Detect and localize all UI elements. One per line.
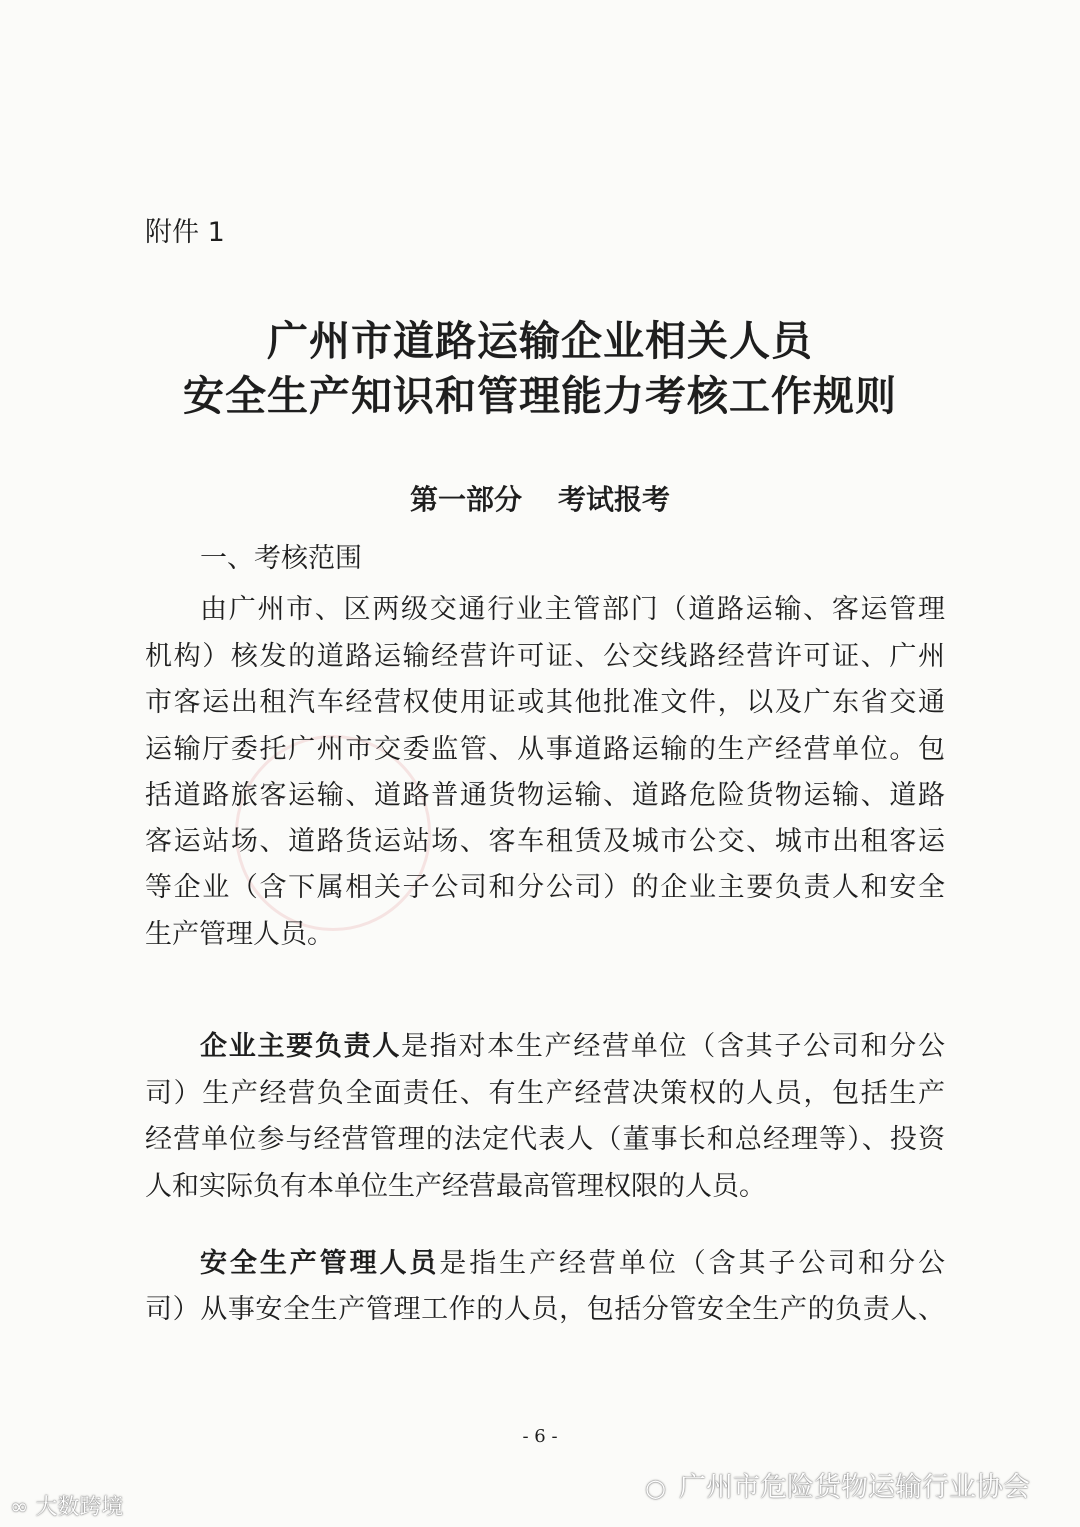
text-line: 生产管理人员。 <box>145 919 334 950</box>
text-line: 司）从事安全生产管理工作的人员，包括分管安全生产的负责人、 <box>145 1294 945 1325</box>
text-line: 客运站场、道路货运站场、客车租赁及城市公交、城市出租客运 <box>145 826 945 857</box>
text-line <box>200 1029 945 1065</box>
bold-term: 安全生产管理人员 <box>200 1248 440 1279</box>
document-title-line-2: 安全生产知识和管理能力考核工作规则 <box>183 372 897 420</box>
wechat-icon: ○ <box>645 1474 666 1502</box>
part-name: 第一部分 <box>409 483 522 516</box>
watermark-text: 大数跨境 <box>35 1495 124 1520</box>
text-line: 市客运出租汽车经营权使用证或其他批准文件，以及广东省交通 <box>145 687 945 718</box>
bold-term: 企业主要负责人 <box>200 1031 402 1062</box>
page-number: - 6 - <box>522 1426 558 1447</box>
attachment-label: 附件 1 <box>145 217 225 248</box>
text-span: 是指生产经营单位（含其子公司和分公 <box>439 1248 946 1279</box>
text-line: 括道路旅客运输、道路普通货物运输、道路危险货物运输、道路 <box>145 780 945 811</box>
text-line: 经营单位参与经营管理的法定代表人（董事长和总经理等）、投资 <box>145 1124 945 1155</box>
site-watermark <box>10 1490 123 1521</box>
text-line: 等企业（含下属相关子公司和分公司）的企业主要负责人和安全 <box>145 872 945 903</box>
part-heading <box>0 478 1080 518</box>
wechat-watermark <box>645 1465 1030 1504</box>
watermark-text: 广州市危险货物运输行业协会 <box>679 1472 1030 1503</box>
text-span: 是指对本生产经营单位（含其子公司和分公 <box>401 1031 946 1062</box>
text-line: 机构）核发的道路运输经营许可证、公交线路经营许可证、广州 <box>145 641 945 672</box>
text-line: 由广州市、区两级交通行业主管部门（道路运输、客运管理 <box>200 594 945 625</box>
document-title-line-1: 广州市道路运输企业相关人员 <box>267 317 813 365</box>
text-line: 司）生产经营负全面责任、有生产经营决策权的人员，包括生产 <box>145 1078 945 1109</box>
part-topic: 考试报考 <box>558 483 671 516</box>
logo-icon: ∞ <box>10 1495 36 1520</box>
section-heading: 一、考核范围 <box>200 543 362 574</box>
text-line: 人和实际负有本单位生产经营最高管理权限的人员。 <box>145 1171 766 1202</box>
text-line: 运输厅委托广州市交委监管、从事道路运输的生产经营单位。包 <box>145 734 945 765</box>
text-line <box>200 1246 945 1282</box>
